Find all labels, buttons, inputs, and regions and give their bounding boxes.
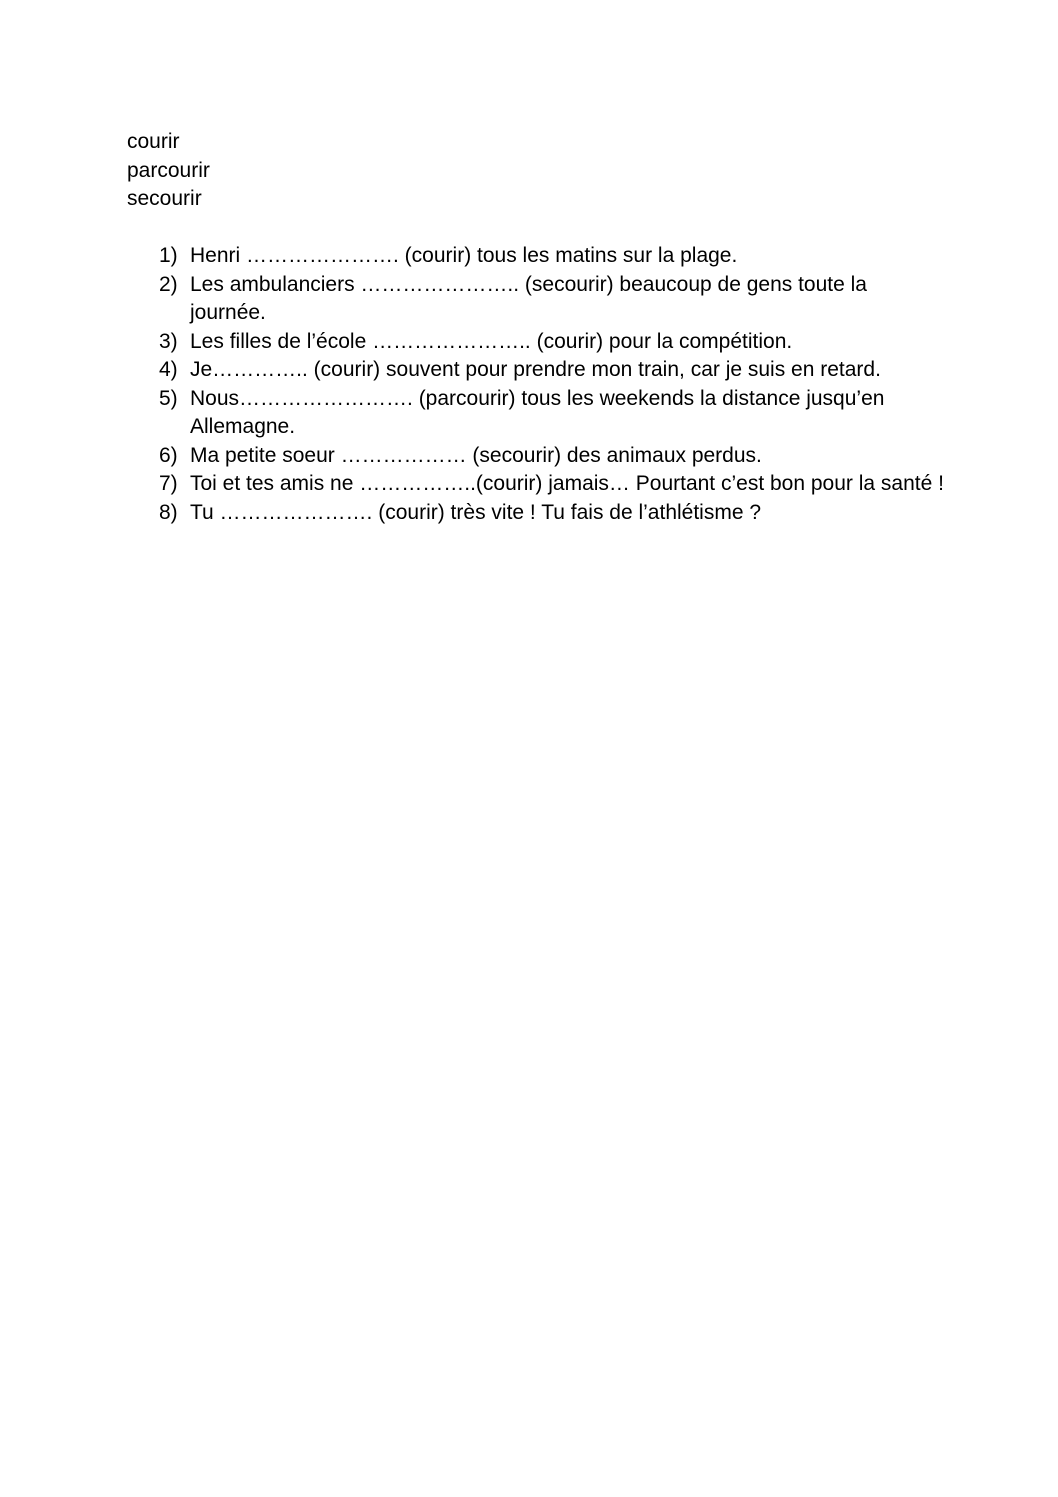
exercise-number: 4)	[159, 358, 178, 381]
exercise-sentence: Ma petite soeur ……………… (secourir) des animaux perdus.	[190, 443, 762, 467]
exercise-number: 1)	[159, 244, 178, 267]
exercise-sentence: Tu …………………. (courir) très vite ! Tu fais de l’athlétisme ?	[190, 500, 762, 524]
exercise-item	[156, 442, 946, 471]
verb-item: parcourir	[127, 158, 210, 182]
exercise-sentence: Henri …………………. (courir) tous les matins sur la plage.	[190, 244, 738, 267]
exercise-list	[156, 242, 946, 527]
verb-item: secourir	[127, 187, 202, 210]
exercise-sentence: Les ambulanciers ………………….. (secourir) beaucoup de gens toute la journée.	[190, 272, 867, 324]
exercise-number: 2)	[159, 272, 178, 296]
exercise-sentence: Je………….. (courir) souvent pour prendre mon train, car je suis en retard.	[190, 358, 881, 381]
exercise-number: 3)	[159, 329, 178, 353]
verb-item: courir	[127, 130, 180, 153]
verb-list	[127, 128, 210, 214]
exercise-number: 8)	[159, 500, 178, 524]
exercise-item	[156, 356, 946, 385]
exercise-number: 5)	[159, 386, 178, 410]
exercise-sentence: Les filles de l’école ………………….. (courir) pour la compétition.	[190, 329, 793, 353]
exercise-item	[156, 271, 946, 328]
exercise-item	[156, 242, 946, 271]
exercise-item	[156, 499, 946, 528]
exercise-item	[156, 328, 946, 357]
exercise-number: 7)	[159, 472, 178, 495]
exercise-item	[156, 385, 946, 442]
exercise-item	[156, 470, 946, 499]
exercise-sentence: Toi et tes amis ne ……………..(courir) jamais… Pourtant c’est bon pour la santé !	[190, 472, 944, 495]
exercise-sentence: Nous……………………. (parcourir) tous les weekends la distance jusqu’en Allemagne.	[190, 386, 885, 438]
exercise-number: 6)	[159, 443, 178, 467]
